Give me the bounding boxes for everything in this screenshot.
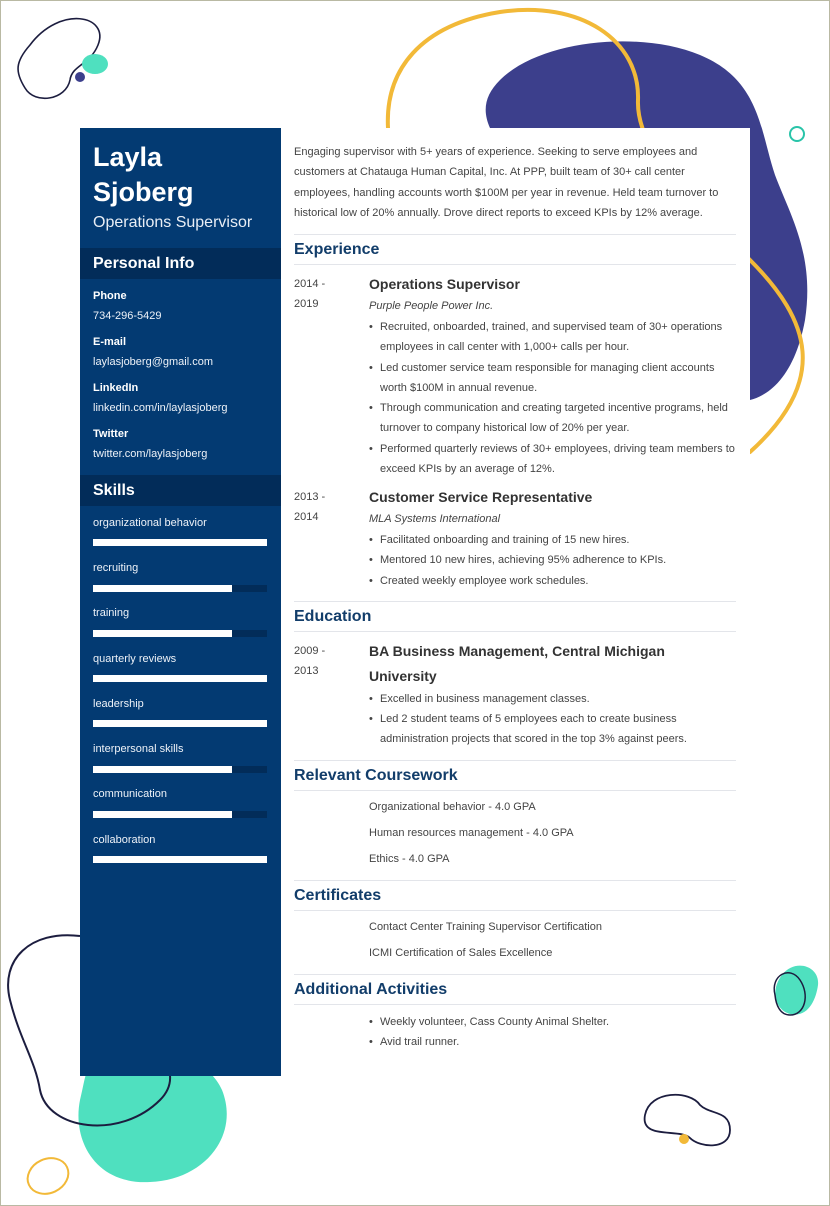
phone-label: Phone: [93, 290, 127, 302]
activities-heading: Additional Activities: [294, 981, 448, 998]
last-name: Sjoberg: [93, 177, 194, 207]
job-bullet: • Recruited, onboarded, trained, and supervised team of 30+ operations employees in call center with 1,000+ calls per hour.: [369, 317, 735, 358]
divider: [294, 601, 736, 602]
skill-name: organizational behavior: [93, 517, 207, 529]
coursework-item: Human resources management - 4.0 GPA: [369, 827, 574, 839]
gold-ring-bottom-shape: [22, 1152, 74, 1201]
job-bullet: • Facilitated onboarding and training of 15 new hires.: [369, 530, 735, 550]
navy-dot-shape: [75, 72, 85, 82]
education-bullet: • Excelled in business management classes.: [369, 689, 735, 709]
teal-blob-right-shape: [775, 966, 818, 1015]
candidate-name: [93, 140, 273, 210]
skill-name: training: [93, 607, 130, 619]
skill-level-fill: [93, 720, 267, 727]
skill-level-bar: [93, 585, 267, 592]
teal-ring-shape: [790, 127, 804, 141]
certificate-item: Contact Center Training Supervisor Certification: [369, 921, 602, 933]
skill-level-fill: [93, 585, 232, 592]
skills-heading: Skills: [80, 475, 281, 506]
skill-level-fill: [93, 539, 267, 546]
linkedin-label: LinkedIn: [93, 382, 139, 394]
job-title: Operations Supervisor: [369, 276, 520, 292]
activity-bullet: • Avid trail runner.: [369, 1032, 735, 1052]
job-bullet: • Performed quarterly reviews of 30+ employees, driving team members to exceed KPIs by an average of 12%.: [369, 439, 735, 480]
activity-bullet: • Weekly volunteer, Cass County Animal Shelter.: [369, 1012, 735, 1032]
skill-level-bar: [93, 675, 267, 682]
skill-name: recruiting: [93, 562, 139, 574]
job-company: MLA Systems International: [369, 513, 501, 525]
skill-name: interpersonal skills: [93, 743, 184, 755]
job-company: Purple People Power Inc.: [369, 300, 494, 312]
divider: [294, 880, 736, 881]
skill-level-fill: [93, 675, 267, 682]
twitter-value[interactable]: twitter.com/laylasjoberg: [93, 448, 208, 460]
skill-level-fill: [93, 766, 232, 773]
job-dates: 2014 - 2019: [294, 278, 326, 311]
candidate-title: Operations Supervisor: [93, 214, 253, 231]
job-bullet: • Created weekly employee work schedules.: [369, 571, 735, 591]
certificates-heading: Certificates: [294, 887, 382, 904]
linkedin-value[interactable]: linkedin.com/in/laylasjoberg: [93, 402, 228, 414]
education-bullet: • Led 2 student teams of 5 employees each to create business administration projects that scored in the top 3% against peers.: [369, 709, 735, 750]
skill-name: quarterly reviews: [93, 653, 177, 665]
skill-level-bar: [93, 856, 267, 863]
gold-dot-bottom-shape: [679, 1134, 689, 1144]
coursework-item: Ethics - 4.0 GPA: [369, 853, 450, 865]
divider: [294, 760, 736, 761]
education-dates: 2009 - 2013: [294, 645, 326, 678]
job-dates: 2013 - 2014: [294, 491, 326, 524]
job-bullet: • Through communication and creating targeted incentive programs, held turnover to company historical low of 20% per year.: [369, 398, 735, 439]
job-bullet: • Led customer service team responsible for managing client accounts worth $100M in annual revenue.: [369, 358, 735, 399]
coursework-heading: Relevant Coursework: [294, 767, 458, 784]
skill-level-fill: [93, 630, 232, 637]
profile-summary: Engaging supervisor with 5+ years of experience. Seeking to serve employees and customers at Chatauga Human Capital, Inc. At PPP, built team of 30+ call center employees, handling accounts worth $100M per year in revenue. Held team turnover to historical low of 20% annually. Drove direct reports to exceed KPIs by 12% average.: [294, 146, 719, 220]
divider: [294, 790, 736, 791]
divider: [294, 234, 736, 235]
education-degree: BA Business Management, Central Michigan University: [369, 643, 665, 684]
first-name: Layla: [93, 142, 163, 172]
phone-value[interactable]: 734-296-5429: [93, 310, 162, 322]
divider: [294, 910, 736, 911]
skill-name: leadership: [93, 698, 144, 710]
skill-level-bar: [93, 720, 267, 727]
coursework-item: Organizational behavior - 4.0 GPA: [369, 801, 536, 813]
experience-heading: Experience: [294, 241, 380, 258]
skill-name: communication: [93, 788, 167, 800]
resume-sidebar: [80, 128, 281, 1076]
divider: [294, 1004, 736, 1005]
skill-level-fill: [93, 811, 232, 818]
teal-dot-shape: [82, 54, 108, 74]
skill-level-fill: [93, 856, 267, 863]
skill-level-bar: [93, 539, 267, 546]
skill-level-bar: [93, 811, 267, 818]
education-heading: Education: [294, 608, 372, 625]
job-bullet: • Mentored 10 new hires, achieving 95% adherence to KPIs.: [369, 550, 735, 570]
skill-level-bar: [93, 630, 267, 637]
certificate-item: ICMI Certification of Sales Excellence: [369, 947, 553, 959]
divider: [294, 264, 736, 265]
personal-info-heading: Personal Info: [80, 248, 281, 279]
skill-level-bar: [93, 766, 267, 773]
email-label: E-mail: [93, 336, 127, 348]
skill-name: collaboration: [93, 834, 156, 846]
divider: [294, 631, 736, 632]
twitter-label: Twitter: [93, 428, 129, 440]
email-value[interactable]: laylasjoberg@gmail.com: [93, 356, 213, 368]
job-title: Customer Service Representative: [369, 489, 593, 505]
divider: [294, 974, 736, 975]
